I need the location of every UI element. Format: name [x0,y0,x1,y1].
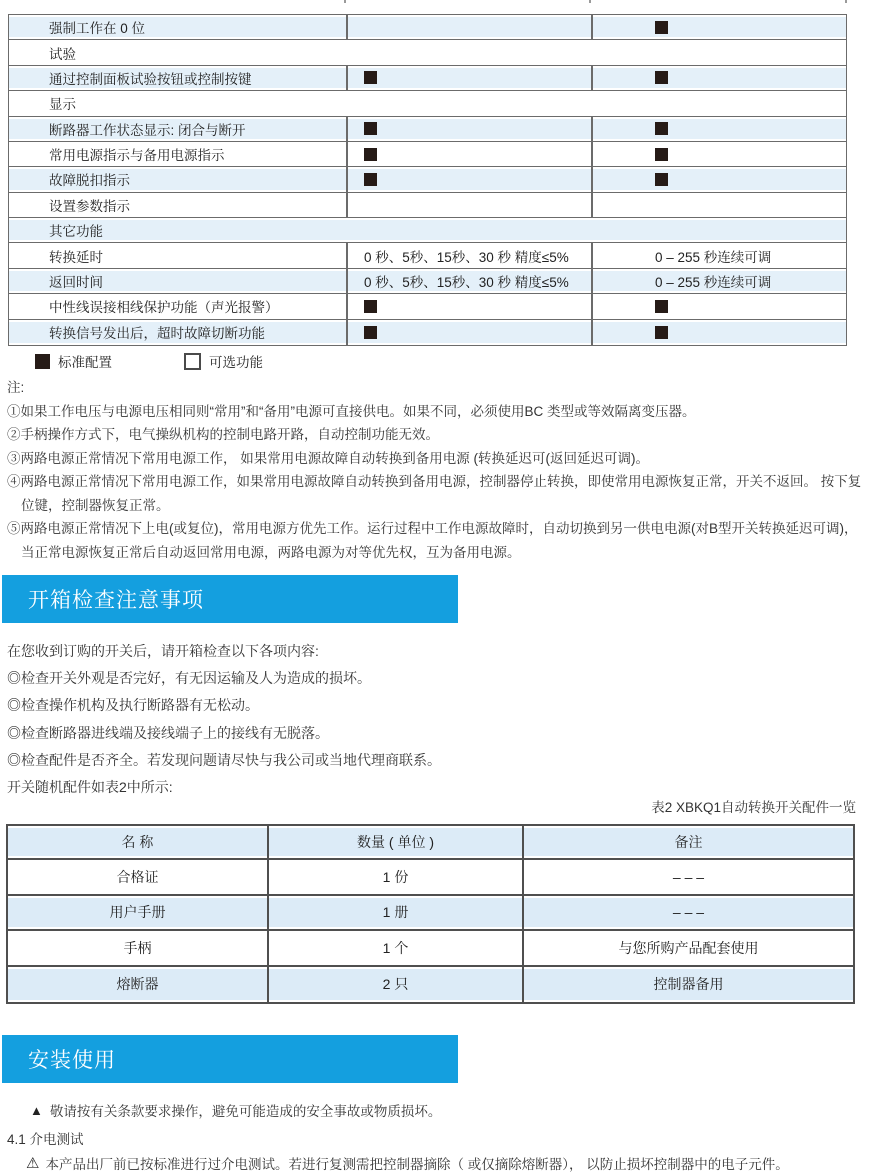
feature-col2-cell [346,167,591,191]
accessories-header-cell: 名 称 [121,834,154,850]
accessories-cell: 1 份 [267,860,522,894]
feature-row [9,294,846,319]
feature-label: 常用电源指示与备用电源指示 [49,148,225,164]
checklist-item [7,720,867,747]
table-top-tick [589,0,591,3]
caution-text: 敬请按有关条款要求操作，避免可能造成的安全事故或物质损坏。 [49,1104,442,1119]
feature-col3-cell [591,142,846,166]
checklist-item [7,692,867,719]
standard-config-square-icon [364,300,377,313]
legend-standard [35,351,112,371]
accessories-table-caption: 表2 XBKQ1自动转换开关配件一览 [651,800,856,815]
accessories-header-cell: 备注 [522,826,853,858]
feature-col2-cell [346,320,591,345]
bullet-icon: ◎ [7,724,21,741]
feature-label: 中性线误接相线保护功能（声光报警） [49,300,279,316]
unboxing-intro: 在您收到订购的开关后，请开箱检查以下各项内容: [7,643,319,659]
accessories-header-cell: 数量 ( 单位 ) [267,826,522,858]
accessories-cell: 合格证 [116,868,159,885]
cell-text: 0 – 255 秒连续可调 [655,275,772,291]
section-header-unboxing [2,575,458,623]
accessories-row [8,896,853,932]
outline-square-icon [184,353,201,370]
feature-col3-cell [591,15,846,39]
feature-col3-cell [591,243,846,267]
note-item: ⑤两路电源正常情况下上电(或复位)，常用电源方优先工作。运行过程中工作电源故障时，自动切换到另一供电电源(对B型开关转换延迟可调)，当正常电源恢复正常后自动返回常用电源，两路电源为对等优先权，互为备用电源。 [7,521,858,560]
feature-col2-cell [346,294,591,318]
checklist-item [7,665,867,692]
checklist-text: 检查断路器进线端及接线端子上的接线有无脱落。 [21,724,329,741]
accessories-row [8,967,853,1003]
accessories-cell: 熔断器 [116,976,159,993]
feature-row [9,243,846,268]
caution-line [30,1100,441,1120]
standard-config-square-icon [655,21,668,34]
feature-col3-cell [591,167,846,191]
bullet-icon: ◎ [7,670,21,687]
cell-text: 0 秒、5秒、15秒、30 秒 精度≤5% [364,275,569,291]
accessories-cell: 1 个 [267,931,522,965]
table-top-tick [344,0,346,3]
checklist-text: 检查开关外观是否完好，有无因运输及人为造成的损坏。 [21,670,371,687]
section-header-unboxing-title: 开箱检查注意事项 [28,589,204,612]
note-item: ①如果工作电压与电源电压相同则“常用”和“备用”电源可直接供电。如果不同，必须使用BC 类型或等效隔离变压器。 [7,403,696,419]
feature-label: 通过控制面板试验按钮或控制按键 [49,71,252,87]
feature-table [8,14,847,346]
warning-line [26,1153,789,1173]
accessories-header-row [8,826,853,860]
note-item: ②手柄操作方式下，电气操纵机构的控制电路开路，自动控制功能无效。 [7,427,439,442]
feature-section-label: 显示 [49,97,76,113]
standard-config-square-icon [364,71,377,84]
standard-config-square-icon [655,300,668,313]
accessories-row [8,860,853,896]
checklist-text: 检查操作机构及执行断路器有无松动。 [21,697,259,714]
standard-config-square-icon [364,326,377,339]
warning-text: 本产品出厂前已按标准进行过介电测试。若进行复测需把控制器摘除（ 或仅摘除熔断器）， 以防止损坏控制器中的电子元件。 [45,1157,789,1172]
feature-col2-cell [346,66,591,90]
feature-row [9,142,846,167]
standard-config-square-icon [655,148,668,161]
feature-row [9,66,846,91]
feature-row [9,320,846,345]
accessories-cell: 控制器备用 [522,967,853,1003]
feature-label: 故障脱扣指示 [49,173,130,189]
feature-label: 断路器工作状态显示: 闭合与断开 [49,122,246,138]
feature-col2-cell [346,15,591,39]
standard-config-square-icon [655,326,668,339]
accessories-row [8,931,853,967]
feature-col3-cell [591,294,846,318]
feature-label: 强制工作在 0 位 [49,21,146,37]
feature-label: 转换延时 [49,249,103,265]
feature-col2-cell [346,269,591,293]
accessories-cell: 2 只 [267,967,522,1003]
feature-label: 设置参数指示 [49,198,130,214]
checklist-text: 检查配件是否齐全。若发现问题请尽快与我公司或当地代理商联系。 [21,751,441,768]
feature-label: 返回时间 [49,275,103,291]
bullet-icon: ◎ [7,751,21,768]
standard-config-square-icon [655,173,668,186]
accessories-cell: 1 册 [267,896,522,930]
feature-col3-cell [591,320,846,345]
accessories-cell: – – – [522,860,853,894]
standard-config-square-icon [655,71,668,84]
filled-triangle-icon: ▲ [30,1102,43,1118]
feature-row [9,193,846,218]
table-top-tick [845,0,847,3]
section-header-installation-title: 安装使用 [28,1049,116,1072]
legend [35,351,263,371]
unboxing-outro: 开关随机配件如表2中所示: [7,779,173,796]
feature-row [9,167,846,192]
accessories-cell: 手柄 [123,939,152,956]
cell-text: 0 – 255 秒连续可调 [655,249,772,265]
section-header-installation [2,1035,458,1083]
feature-row [9,117,846,142]
filled-square-icon [35,354,50,369]
feature-section-row [9,40,846,65]
accessories-cell: 用户手册 [109,904,166,921]
accessories-cell: 与您所购产品配套使用 [522,931,853,965]
feature-col2-cell [346,142,591,166]
feature-col2-cell [346,243,591,267]
standard-config-square-icon [364,122,377,135]
feature-section-label: 试验 [49,46,76,62]
feature-col2-cell [346,193,591,217]
feature-row [9,15,846,40]
standard-config-square-icon [364,173,377,186]
dielectric-test-heading: 4.1 介电测试 [7,1132,84,1147]
feature-col3-cell [591,117,846,141]
notes-section [7,376,865,564]
feature-section-label: 其它功能 [49,224,103,240]
feature-row [9,269,846,294]
accessories-cell: – – – [522,896,853,930]
feature-label: 转换信号发出后，超时故障切断功能 [49,326,265,342]
unboxing-checklist [7,638,867,801]
feature-col3-cell [591,193,846,217]
warning-triangle-icon: ⚠ [26,1154,40,1172]
note-item: ③两路电源正常情况下常用电源工作， 如果常用电源故障自动转换到备用电源 (转换延迟可(返回延迟可调)。 [7,450,649,466]
note-item: ④两路电源正常情况下常用电源工作，如果常用电源故障自动转换到备用电源，控制器停止转换，即使常用电源恢复正常，开关不返回。 按下复位键，控制器恢复正常。 [7,474,862,513]
standard-config-square-icon [364,148,377,161]
notes-label: 注: [7,380,25,395]
feature-section-row [9,91,846,116]
feature-col2-cell [346,117,591,141]
feature-section-row [9,218,846,243]
bullet-icon: ◎ [7,697,21,714]
checklist-item [7,747,867,774]
cell-text: 0 秒、5秒、15秒、30 秒 精度≤5% [364,249,569,265]
legend-optional [184,351,263,371]
feature-col3-cell [591,66,846,90]
feature-col3-cell [591,269,846,293]
legend-standard-label: 标准配置 [58,355,112,370]
standard-config-square-icon [655,122,668,135]
legend-optional-label: 可选功能 [209,355,263,370]
accessories-table [6,824,855,1004]
